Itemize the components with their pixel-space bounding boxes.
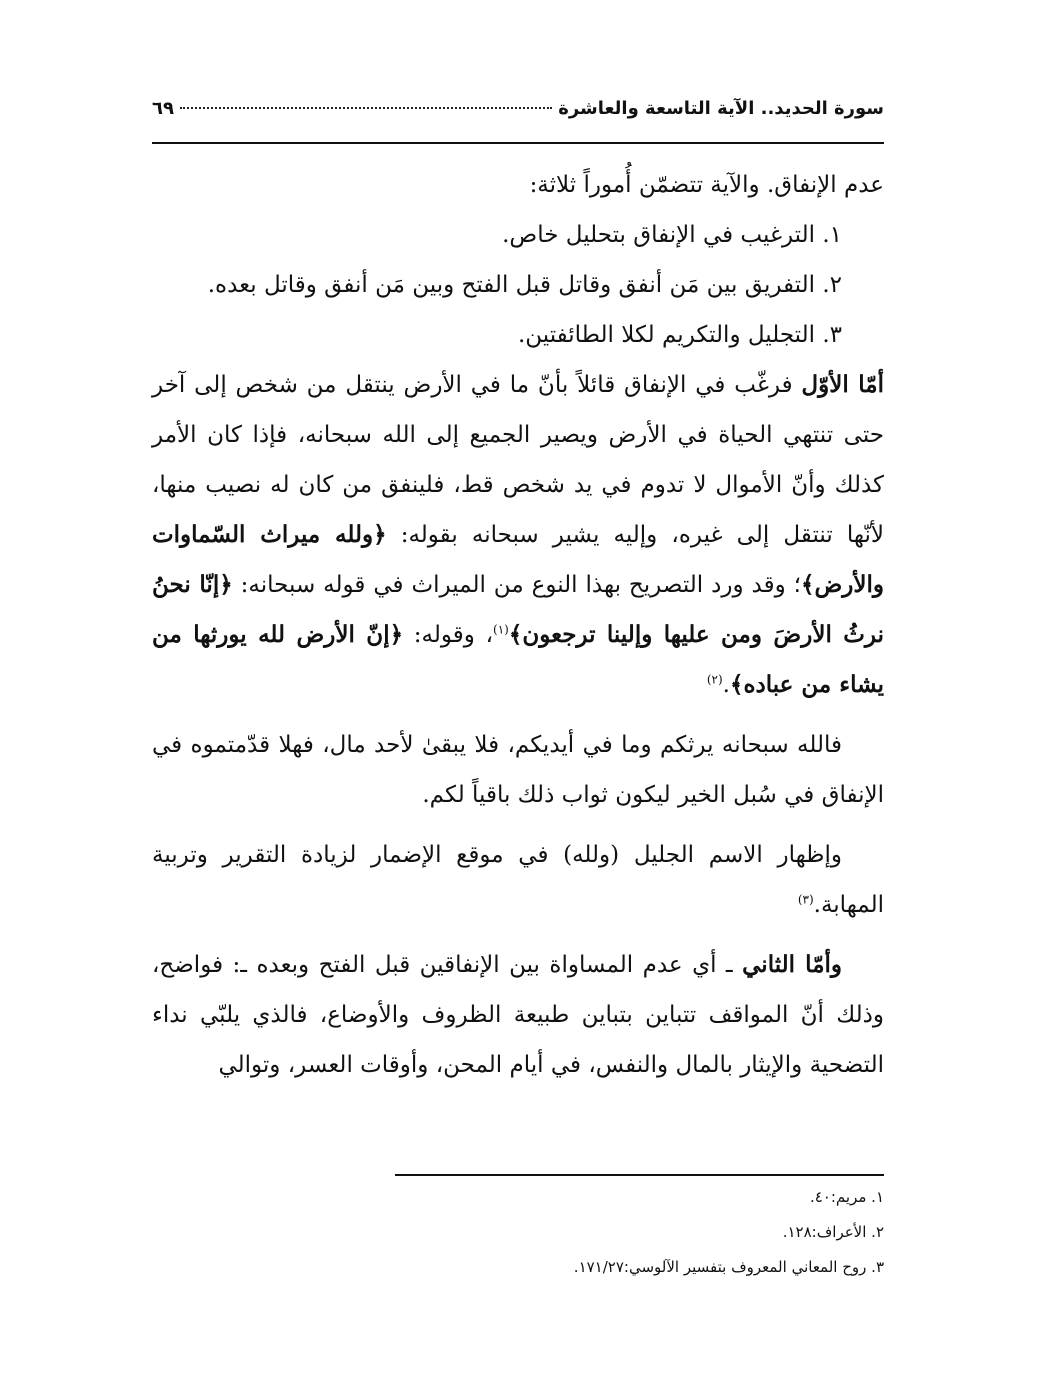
paragraph-third [152, 830, 884, 930]
header-dot-leader [180, 107, 552, 109]
header-title: سورة الحديد.. الآية التاسعة والعاشرة [558, 98, 884, 119]
paragraph-text: ـ أي عدم المساواة بين الإنفاقين قبل الفتح وبعده ـ: فواضح، وذلك أنّ المواقف تتباين بتباين طبيعة الظروف والأوضاع، فالذي يلبّي نداء التضحية والإيثار بالمال والنفس، في أيام المحن، وأوقات العسر، وتوالي [152, 952, 884, 1078]
list-item: ٣. التجليل والتكريم لكلا الطائفتين. [517, 322, 842, 348]
intro-line: عدم الإنفاق. والآية تتضمّن أُموراً ثلاثة: [529, 172, 884, 198]
body-text [152, 160, 884, 1090]
quran-quote: ﴿إنّا نحنُ نرثُ الأرضَ ومن عليها وإلينا ترجعون﴾ [152, 571, 884, 648]
paragraph-text: وإظهار الاسم الجليل (ولله) في موقع الإضمار لزيادة التقرير وتربية المهابة. [152, 842, 884, 918]
paragraph-second: فالله سبحانه يرثكم وما في أيديكم، فلا يبقىٰ لأحد مال، فهلا قدّمتموه في الإنفاق في سُبل الخير ليكون ثواب ذلك باقياً لكم. [152, 732, 884, 808]
running-header [152, 98, 884, 119]
paragraph-text: فرغّب في الإنفاق قائلاً بأنّ ما في الأرض ينتقل من شخص إلى آخر حتى تنتهي الحياة في الأرض ويصير الجميع إلى الله سبحانه، فإذا كان الأمر كذلك وأنّ الأموال لا تدوم في يد شخص قط، فلينفق من كان له نصيب منها، لأنّها تنتقل إلى غيره، وإليه يشير سبحانه بقوله: [152, 372, 884, 548]
header-rule [152, 142, 884, 144]
footnote-rule [395, 1174, 884, 1176]
paragraph-lead: وأمّا الثاني [742, 951, 843, 978]
quran-quote: ﴿ولله ميراث السّماوات والأرض﴾ [152, 521, 884, 598]
footnote: ٢. الأعراف:١٢٨. [782, 1223, 884, 1241]
footnote-ref: (٣) [797, 892, 814, 907]
paragraph-text: ؛ وقد ورد التصريح بهذا النوع من الميراث في قوله سبحانه: [232, 572, 801, 598]
footnote-ref: (١) [493, 622, 509, 637]
paragraph-lead: أمّا الأوّل [801, 371, 884, 398]
list-item: ٢. التفريق بين مَن أنفق وقاتل قبل الفتح وبين مَن أنفق وقاتل بعده. [207, 272, 842, 298]
footnote: ١. مريم:٤٠. [809, 1188, 884, 1206]
paragraph-first [152, 360, 884, 710]
footnote-ref: (٢) [706, 672, 723, 687]
list-item: ١. الترغيب في الإنفاق بتحليل خاص. [502, 222, 842, 248]
paragraph-text: ، وقوله: [403, 622, 494, 648]
quran-quote: ﴿إنّ الأرض لله يورثها من يشاء من عباده﴾ [152, 621, 884, 698]
page-number: ٦٩ [152, 98, 174, 119]
footnote: ٣. روح المعاني المعروف بتفسير الآلوسي:١٧١/٢٧. [573, 1258, 884, 1276]
paragraph-fourth [152, 940, 884, 1090]
footnotes [395, 1180, 884, 1285]
paragraph-text: . [722, 672, 730, 698]
